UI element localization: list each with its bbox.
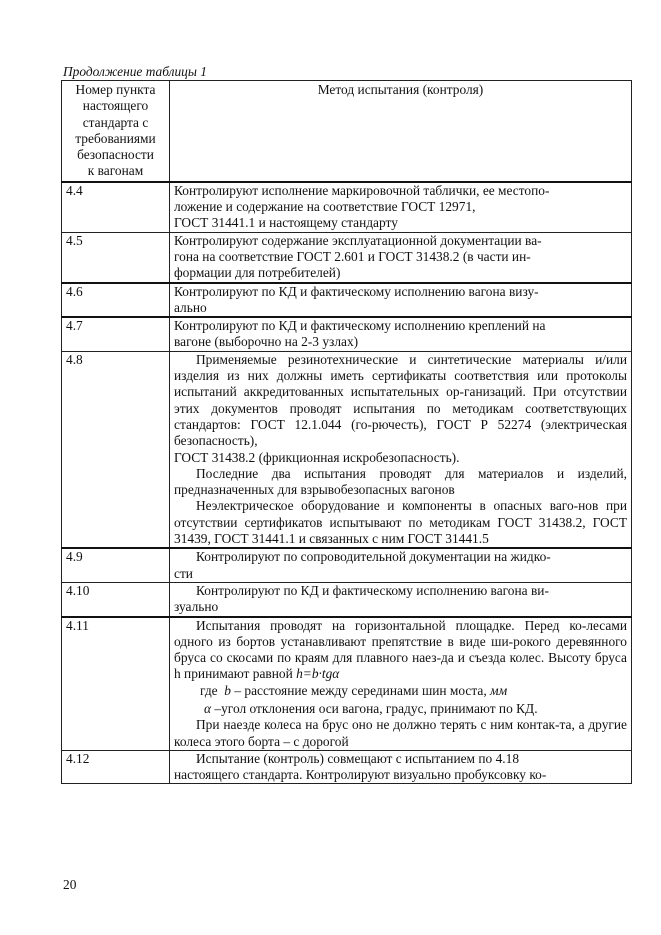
method-cell: Контролируют исполнение маркировочной таблички, ее местопо- ложение и содержание на соответствие ГОСТ 12971, ГОСТ 31441.1 и настоящему стандарту <box>170 182 632 232</box>
table-row <box>62 283 632 318</box>
clause-number: 4.5 <box>62 232 170 282</box>
height-formula: h=b·tgα <box>296 666 340 682</box>
header-test-method: Метод испытания (контроля) <box>170 81 632 182</box>
method-cell: Контролируют по сопроводительной документации на жидко- сти <box>170 548 632 582</box>
method-cell: Контролируют содержание эксплуатационной документации ва- гона на соответствие ГОСТ 2.601 и ГОСТ 31438.2 (в части ин- формации для потребителей) <box>170 232 632 282</box>
method-cell: Испытание (контроль) совмещают с испытанием по 4.18 настоящего стандарта. Контролируют визуально пробуксовку ко- <box>170 750 632 784</box>
clause-number: 4.6 <box>62 283 170 318</box>
method-cell: Применяемые резинотехнические и синтетические материалы и/или изделия из них должны иметь сертификаты соответствия или протоколы испытаний аккредитованных испытательных ор-ганизаций. При отсутствии этих документов проводят испытания по методикам соответствующих стандартов: ГОСТ 12.1.044 (го-рючесть), ГОСТ Р 52274 (электрическая безопасность), ГОСТ 31438.2 (фрикционная искробезопасность). Последние два испытания проводят для материалов и изделий, предназначенных для взрывобезопасных вагонов Неэлектрическое оборудование и компоненты в опасных ваго-нов при отсутствии сертификатов испытывают по методикам ГОСТ 31438.2, ГОСТ 31439, ГОСТ 31441.1 и связанных с ним ГОСТ 31441.5 <box>170 351 632 548</box>
clause-number: 4.8 <box>62 351 170 548</box>
table-row <box>62 351 632 548</box>
table-row <box>62 750 632 784</box>
method-cell: Контролируют по КД и фактическому исполнению креплений на вагоне (выборочно на 2-3 узлах) <box>170 317 632 351</box>
method-cell: Контролируют по КД и фактическому исполнению вагона ви- зуально <box>170 582 632 616</box>
alpha-symbol: α <box>204 700 212 716</box>
table-row <box>62 617 632 751</box>
table-header-row <box>62 81 632 182</box>
clause-number: 4.4 <box>62 182 170 232</box>
table-caption: Продолжение таблицы 1 <box>63 64 207 79</box>
method-cell: Контролируют по КД и фактическому исполнению вагона визу- ально <box>170 283 632 318</box>
clause-number: 4.10 <box>62 582 170 616</box>
table-row <box>62 582 632 616</box>
clause-number: 4.7 <box>62 317 170 351</box>
table-row <box>62 232 632 282</box>
table-row <box>62 182 632 232</box>
method-cell: Испытания проводят на горизонтальной площадке. Перед ко-лесами одного из бортов устанавливают препятствие в виде ши-рокого деревянного бруса со скосами по краям для плавного наез-да и съезда колес. Высоту бруса h принимают равной h=b·tgα где b – расстояние между серединами шин моста, мм α –угол отклонения оси вагона, градус, принимают по КД. При наезде колеса на брус оно не должно терять с ним контак-та, а другие колеса этого борта – с дорогой <box>170 617 632 751</box>
clause-number: 4.12 <box>62 750 170 784</box>
table-row <box>62 317 632 351</box>
table-row <box>62 548 632 582</box>
header-clause-number: Номер пункта настоящего стандарта с требованиями безопасности к вагонам <box>62 81 170 182</box>
clause-number: 4.9 <box>62 548 170 582</box>
clause-number: 4.11 <box>62 617 170 751</box>
page-number: 20 <box>63 877 77 892</box>
requirements-table <box>61 80 632 784</box>
